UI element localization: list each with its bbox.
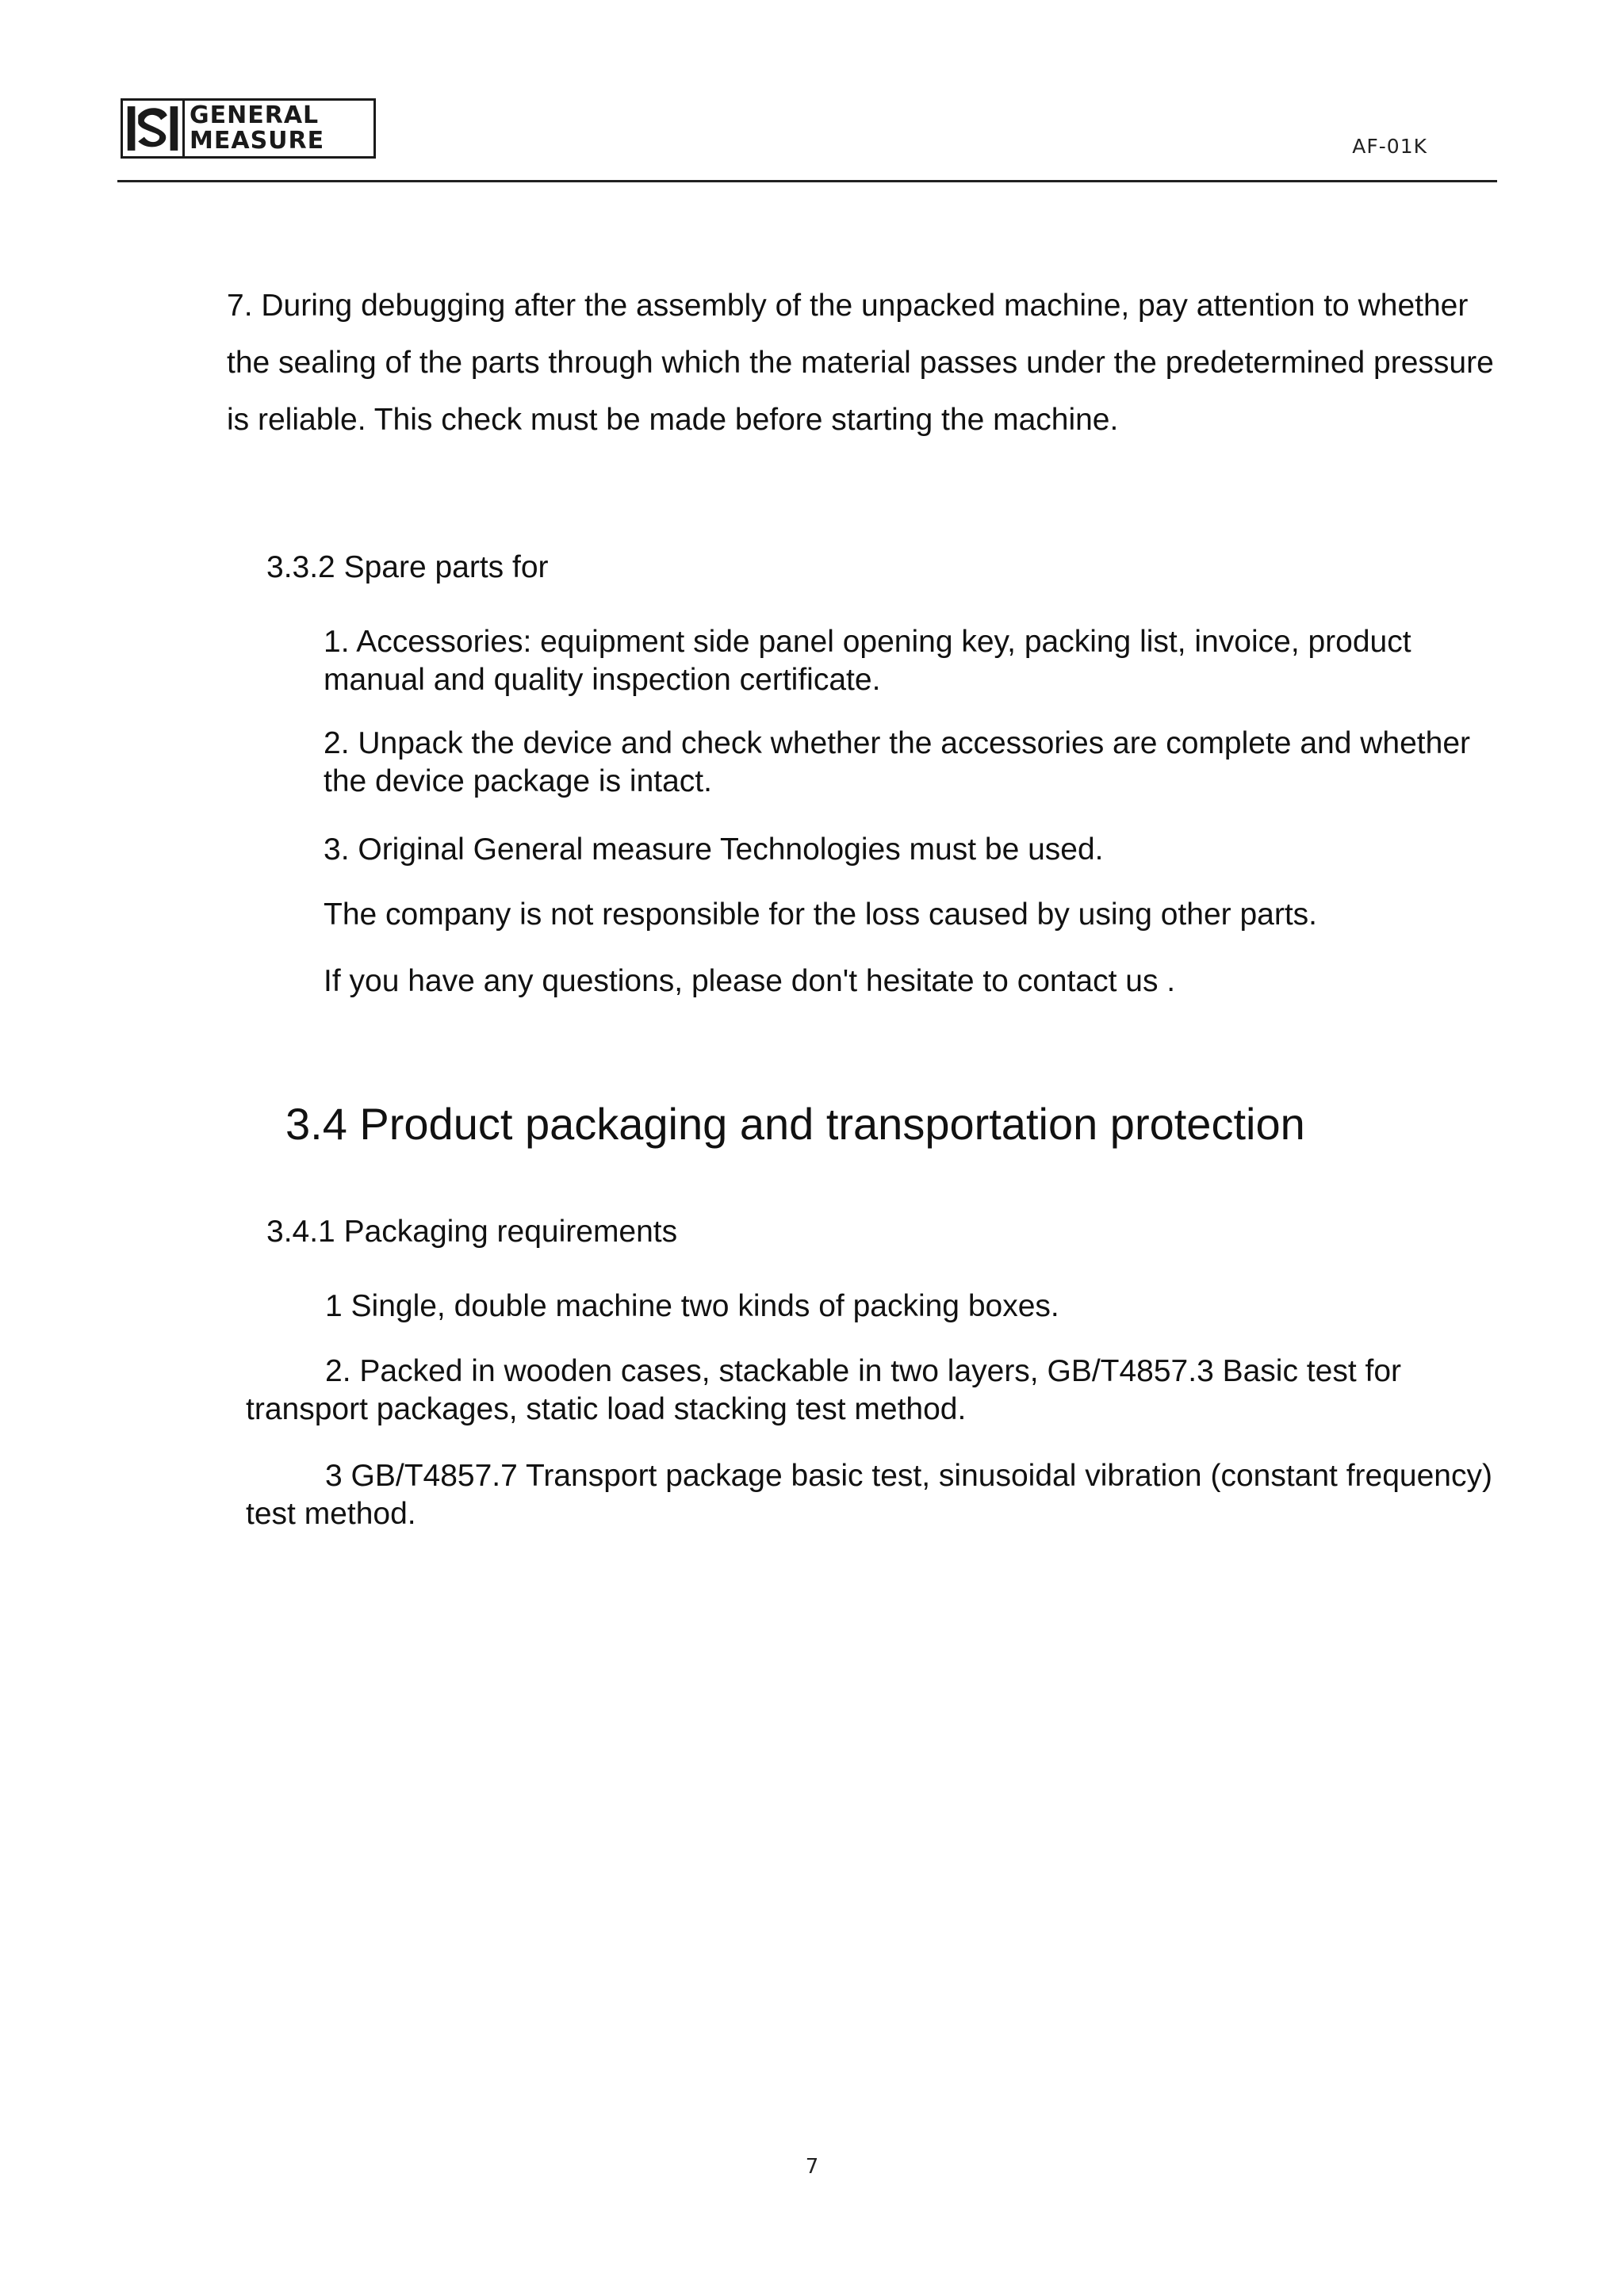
subsection-heading-3-3-2: 3.3.2 Spare parts for xyxy=(266,550,549,584)
spare-parts-item-3: 3. Original General measure Technologies must be used. xyxy=(324,832,1104,867)
page-number: 7 xyxy=(805,2155,819,2179)
spare-parts-item-1: 1. Accessories: equipment side panel opening key, packing list, invoice, product manual and quality inspection certificate. xyxy=(324,625,1411,697)
packaging-item-1: 1 Single, double machine two kinds of packing boxes. xyxy=(325,1289,1059,1323)
spare-parts-note-contact: If you have any questions, please don't hesitate to contact us . xyxy=(324,964,1176,998)
spare-parts-note-liability: The company is not responsible for the loss caused by using other parts. xyxy=(324,897,1318,932)
logo-wordmark xyxy=(185,101,373,156)
packaging-item-2: 2. Packed in wooden cases, stackable in two layers, GB/T4857.3 Basic test for transport packages, static load stacking test method. xyxy=(246,1354,1402,1426)
logo-line-general: GENERAL xyxy=(190,101,320,129)
logo-mark-icon xyxy=(123,101,185,156)
intro-item-7: 7. During debugging after the assembly of the unpacked machine, pay attention to whether the sealing of the parts through which the material passes under the predetermined pressure is reliable. This check must be made before starting the machine. xyxy=(227,289,1494,437)
document-code: AF-01K xyxy=(1352,135,1427,158)
page-header xyxy=(117,97,1497,182)
company-logo xyxy=(121,98,376,159)
packaging-item-3: 3 GB/T4857.7 Transport package basic test, sinusoidal vibration (constant frequency) test method. xyxy=(246,1459,1492,1531)
spare-parts-item-2: 2. Unpack the device and check whether the accessories are complete and whether the device package is intact. xyxy=(324,726,1470,798)
logo-line-measure: MEASURE xyxy=(190,127,325,155)
section-title-3-4: 3.4 Product packaging and transportation protection xyxy=(285,1099,1305,1149)
subsection-heading-3-4-1: 3.4.1 Packaging requirements xyxy=(266,1215,678,1249)
header-divider xyxy=(117,180,1497,182)
